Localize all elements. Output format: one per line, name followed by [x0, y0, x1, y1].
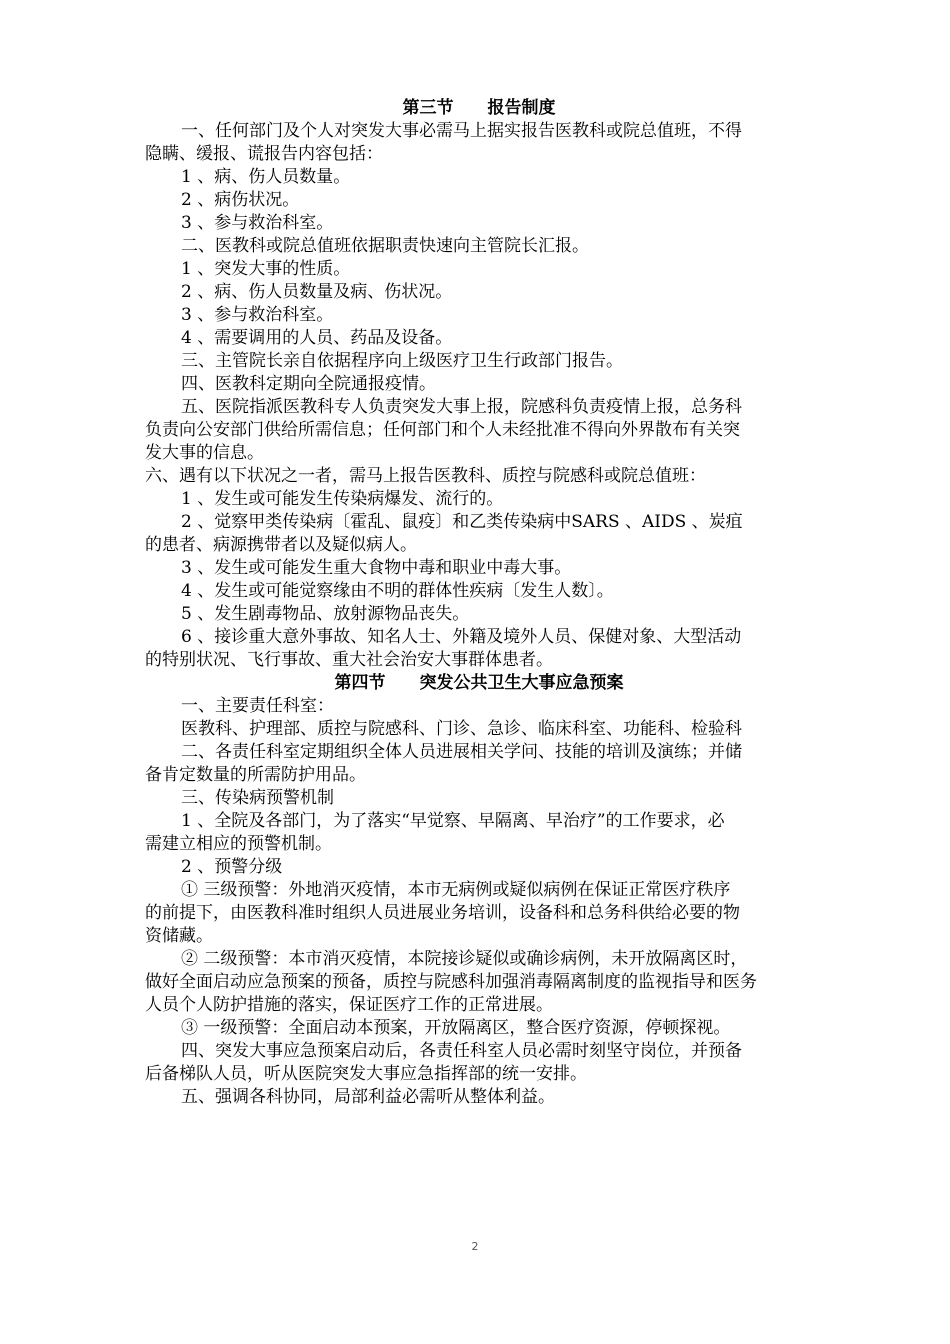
list-item: 5 、发生剧毒物品、放射源物品丧失。 — [181, 604, 470, 624]
paragraph-line: 二、医教科或院总值班依据职责快速向主管院长汇报。 — [181, 236, 589, 256]
paragraph-line: 的前提下，由医教科准时组织人员进展业务培训，设备科和总务科供给必要的物 — [145, 903, 740, 923]
paragraph-line: 三、传染病预警机制 — [181, 788, 334, 808]
list-item: 3 、发生或可能发生重大食物中毒和职业中毒大事。 — [181, 558, 572, 578]
paragraph-line: 负责向公安部门供给所需信息；任何部门和个人未经批准不得向外界散布有关突 — [145, 420, 740, 440]
list-item: ③ 一级预警：全面启动本预案，开放隔离区，整合医疗资源，停顿探视。 — [181, 1018, 731, 1038]
paragraph-line: 二、各责任科室定期组织全体人员进展相关学问、技能的培训及演练；并储 — [181, 742, 742, 762]
paragraph-line: 的患者、病源携带者以及疑似病人。 — [145, 535, 417, 555]
list-item: ② 二级预警：本市消灭疫情，本院接诊疑似或确诊病例，未开放隔离区时， — [181, 949, 748, 969]
paragraph-line: 四、突发大事应急预案启动后，各责任科室人员必需时刻坚守岗位，并预备 — [181, 1041, 742, 1061]
list-item: ① 三级预警：外地消灭疫情，本市无病例或疑似病例在保证正常医疗秩序 — [181, 880, 731, 900]
paragraph-line: 一、任何部门及个人对突发大事必需马上据实报告医教科或院总值班，不得 — [181, 121, 742, 141]
section-4-heading: 第四节 突发公共卫生大事应急预案 — [334, 673, 624, 693]
paragraph-line: 五、医院指派医教科专人负责突发大事上报，院感科负责疫情上报，总务科 — [181, 397, 742, 417]
list-item: 2 、预警分级 — [181, 857, 283, 877]
list-item: 4 、发生或可能觉察缘由不明的群体性疾病〔发生人数〕。 — [181, 581, 614, 601]
list-item: 4 、需要调用的人员、药品及设备。 — [181, 328, 453, 348]
paragraph-line: 备肯定数量的所需防护用品。 — [145, 765, 366, 785]
list-item: 1 、突发大事的性质。 — [181, 259, 351, 279]
paragraph-line: 五、强调各科协同，局部利益必需听从整体利益。 — [181, 1087, 555, 1107]
paragraph-line: 的特别状况、飞行事故、重大社会治安大事群体患者。 — [145, 650, 553, 670]
paragraph-line: 需建立相应的预警机制。 — [145, 834, 332, 854]
paragraph-line: 六、遇有以下状况之一者，需马上报告医教科、质控与院感科或院总值班： — [145, 466, 706, 486]
paragraph-line: 四、医教科定期向全院通报疫情。 — [181, 374, 436, 394]
paragraph-line: 隐瞒、缓报、谎报告内容包括： — [145, 144, 383, 164]
list-item: 1 、发生或可能发生传染病爆发、流行的。 — [181, 489, 504, 509]
section-3-heading: 第三节 报告制度 — [402, 98, 556, 118]
list-item: 1 、全院及各部门，为了落实“早觉察、早隔离、早治疗”的工作要求，必 — [181, 811, 725, 831]
page-number: 2 — [471, 1240, 479, 1253]
paragraph-line: 医教科、护理部、质控与院感科、门诊、急诊、临床科室、功能科、检验科 — [181, 719, 742, 739]
paragraph-line: 资储藏。 — [145, 926, 213, 946]
list-item: 3 、参与救治科室。 — [181, 213, 334, 233]
list-item: 3 、参与救治科室。 — [181, 305, 334, 325]
list-item: 2 、病、伤人员数量及病、伤状况。 — [181, 282, 453, 302]
paragraph-line: 人员个人防护措施的落实，保证医疗工作的正常进展。 — [145, 995, 553, 1015]
list-item: 2 、病伤状况。 — [181, 190, 300, 210]
list-item: 1 、病、伤人员数量。 — [181, 167, 351, 187]
list-item: 6 、接诊重大意外事故、知名人士、外籍及境外人员、保健对象、大型活动 — [181, 627, 742, 647]
paragraph-line: 发大事的信息。 — [145, 443, 264, 463]
list-item: 2 、觉察甲类传染病〔霍乱、鼠疫〕和乙类传染病中SARS 、AIDS 、炭疽 — [181, 512, 743, 532]
paragraph-line: 做好全面启动应急预案的预备，质控与院感科加强消毒隔离制度的监视指导和医务 — [145, 972, 757, 992]
document-body — [145, 97, 813, 1109]
paragraph-line: 一、主要责任科室： — [181, 696, 334, 716]
paragraph-line: 三、主管院长亲自依据程序向上级医疗卫生行政部门报告。 — [181, 351, 623, 371]
paragraph-line: 后备梯队人员，听从医院突发大事应急指挥部的统一安排。 — [145, 1064, 587, 1084]
